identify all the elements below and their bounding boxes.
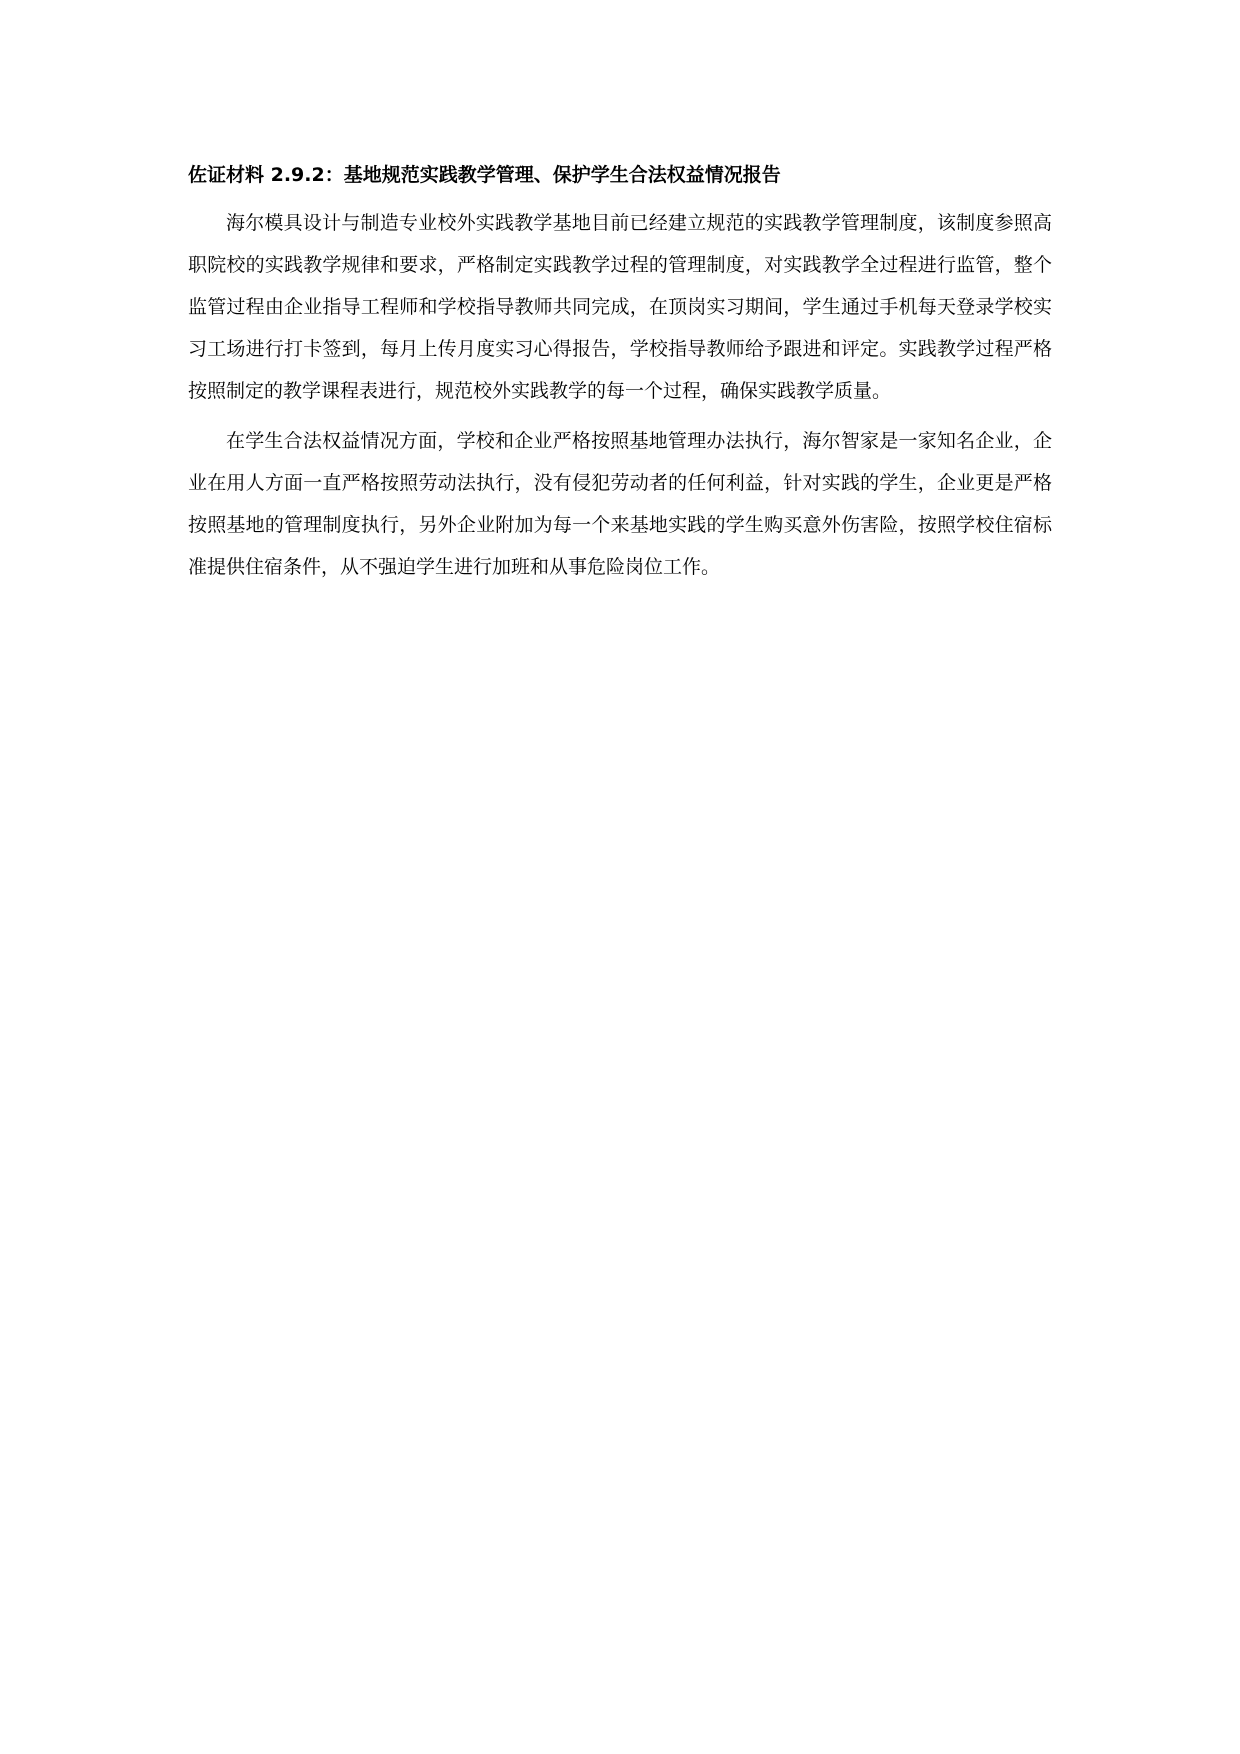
paragraph-teaching-management: 海尔模具设计与制造专业校外实践教学基地目前已经建立规范的实践教学管理制度，该制度参照高职院校的实践教学规律和要求，严格制定实践教学过程的管理制度，对实践教学全过程进行监管，整个监管过程由企业指导工程师和学校指导教师共同完成，在顶岗实习期间，学生通过手机每天登录学校实习工场进行打卡签到，每月上传月度实习心得报告，学校指导教师给予跟进和评定。实践教学过程严格按照制定的教学课程表进行，规范校外实践教学的每一个过程，确保实践教学质量。 <box>188 212 1052 402</box>
document-heading: 佐证材料 2.9.2：基地规范实践教学管理、保护学生合法权益情况报告 <box>188 164 781 186</box>
document-body <box>188 160 1052 596</box>
paragraph-student-rights: 在学生合法权益情况方面，学校和企业严格按照基地管理办法执行，海尔智家是一家知名企业，企业在用人方面一直严格按照劳动法执行，没有侵犯劳动者的任何利益，针对实践的学生，企业更是严格按照基地的管理制度执行，另外企业附加为每一个来基地实践的学生购买意外伤害险，按照学校住宿标准提供住宿条件，从不强迫学生进行加班和从事危险岗位工作。 <box>188 430 1052 578</box>
